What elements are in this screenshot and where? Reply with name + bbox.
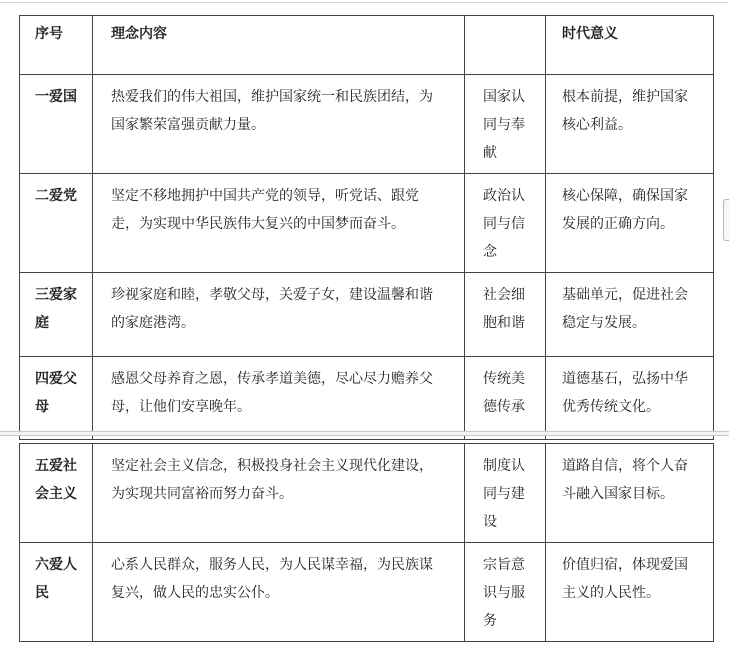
row-meaning: 根本前提，维护国家核心利益。 [546, 75, 714, 174]
header-blank [465, 16, 546, 75]
row-value: 传统美德传承 [465, 357, 546, 440]
row-content: 心系人民群众，服务人民，为人民谋幸福，为民族谋复兴，做人民的忠实公仆。 [93, 543, 465, 642]
table-row [20, 543, 714, 642]
row-content: 热爱我们的伟大祖国，维护国家统一和民族团结，为国家繁荣富强贡献力量。 [93, 75, 465, 174]
header-seq: 序号 [20, 16, 93, 75]
row-meaning: 基础单元，促进社会稳定与发展。 [546, 273, 714, 357]
table-row [20, 75, 714, 174]
row-seq: 一爱国 [20, 75, 93, 174]
row-seq: 五爱社会主义 [20, 444, 93, 543]
row-value: 制度认同与建设 [465, 444, 546, 543]
table-row [20, 357, 714, 440]
values-table-page-1 [19, 15, 714, 440]
row-seq: 二爱党 [20, 174, 93, 273]
row-value: 宗旨意识与服务 [465, 543, 546, 642]
row-value: 社会细胞和谐 [465, 273, 546, 357]
row-seq: 四爱父母 [20, 357, 93, 440]
values-table-page-2 [19, 443, 714, 642]
row-meaning: 核心保障，确保国家发展的正确方向。 [546, 174, 714, 273]
header-content: 理念内容 [93, 16, 465, 75]
row-seq: 六爱人民 [20, 543, 93, 642]
page-break-separator [0, 431, 729, 436]
row-content: 坚定社会主义信念，积极投身社会主义现代化建设，为实现共同富裕而努力奋斗。 [93, 444, 465, 543]
table-row [20, 273, 714, 357]
row-seq: 三爱家庭 [20, 273, 93, 357]
table-row [20, 174, 714, 273]
header-meaning: 时代意义 [546, 16, 714, 75]
row-content: 珍视家庭和睦，孝敬父母，关爱子女，建设温馨和谐的家庭港湾。 [93, 273, 465, 357]
scroll-handle-tab[interactable] [723, 199, 729, 241]
row-content: 感恩父母养育之恩，传承孝道美德，尽心尽力赡养父母，让他们安享晚年。 [93, 357, 465, 440]
row-meaning: 道德基石，弘扬中华优秀传统文化。 [546, 357, 714, 440]
row-meaning: 价值归宿，体现爱国主义的人民性。 [546, 543, 714, 642]
row-value: 政治认同与信念 [465, 174, 546, 273]
row-content: 坚定不移地拥护中国共产党的领导，听党话、跟党走，为实现中华民族伟大复兴的中国梦而奋斗。 [93, 174, 465, 273]
row-meaning: 道路自信，将个人奋斗融入国家目标。 [546, 444, 714, 543]
table-row [20, 444, 714, 543]
page-top-edge [0, 0, 729, 3]
table-header-row [20, 16, 714, 75]
row-value: 国家认同与奉献 [465, 75, 546, 174]
